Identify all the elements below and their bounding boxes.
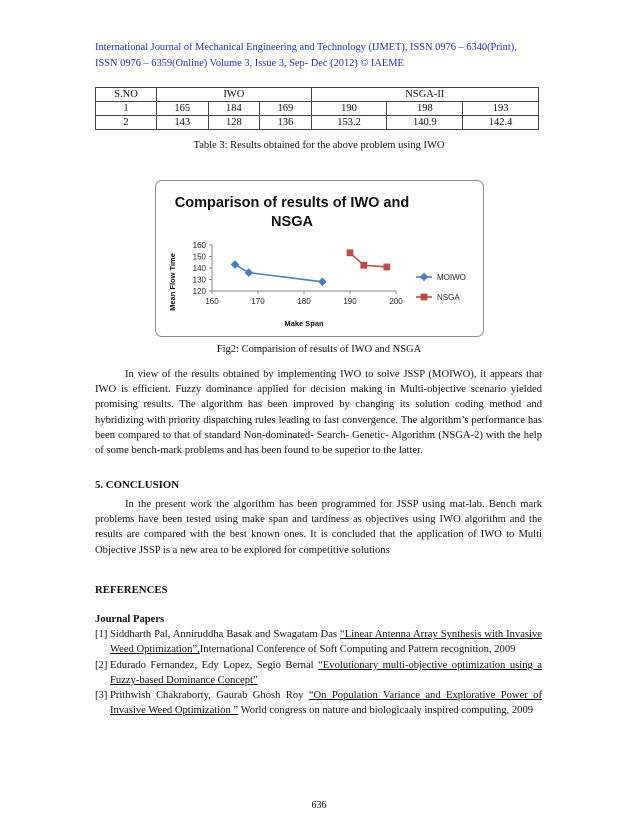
table-cell: 2	[96, 116, 157, 130]
chart-title-line-1: Comparison of results of IWO and	[174, 195, 410, 211]
moiwo-data-point	[231, 261, 238, 268]
table-header-cell: S.NO	[96, 88, 157, 102]
legend-label: NSGA	[437, 293, 460, 302]
x-tick-label: 170	[251, 297, 265, 306]
page-number: 636	[311, 800, 327, 811]
nsga-series-line	[350, 253, 387, 267]
table-cell: 190	[311, 102, 387, 116]
journal-header	[95, 40, 545, 72]
references-heading: REFERENCES	[95, 584, 168, 596]
reference-authors: Siddharth Pal, Anniruddha Basak and Swagatam Das	[110, 629, 341, 641]
conclusion-heading: 5. CONCLUSION	[95, 479, 179, 491]
table-cell: 140.9	[387, 116, 463, 130]
nsga-data-point	[383, 264, 390, 271]
header-line-2: ISSN 0976 – 6359(Online) Volume 3, Issue 3, Sep- Dec (2012) © IAEME	[95, 58, 404, 69]
legend-label: MOIWO	[437, 273, 466, 282]
reference-venue: International Conference of Soft Computing and Pattern recognition, 2009	[199, 644, 516, 656]
table-row	[96, 102, 539, 116]
reference-number: [1]	[95, 629, 108, 641]
x-tick-label: 190	[343, 297, 357, 306]
reference-number: [2]	[95, 659, 108, 671]
chart-title-line-2: NSGA	[271, 214, 313, 230]
y-tick-label: 120	[192, 287, 206, 296]
table-cell: 153.2	[311, 116, 387, 130]
results-table	[95, 87, 539, 130]
reference-item	[95, 688, 542, 718]
table-cell: 142.4	[463, 116, 539, 130]
x-tick-label: 180	[297, 297, 311, 306]
table-cell: 143	[157, 116, 209, 130]
y-axis-label: Mean Flow Time	[168, 253, 177, 311]
legend-marker	[420, 273, 427, 280]
x-tick-label: 160	[205, 297, 219, 306]
reference-title-link[interactable]: “Evolutionary multi-objective optimization using a Fuzzy-based Dominance Concept”	[110, 659, 542, 686]
reference-title-link[interactable]: “Linear Antenna Array Synthesis with Invasive Weed Optimization”,	[110, 629, 542, 656]
table-header-row	[96, 88, 539, 102]
results-paragraph: In view of the results obtained by implementing IWO to solve JSSP (MOIWO), it appears that IWO is efficient. Fuzzy dominance applied for decision making in Multi-objective scenario yielded promising results. The algorithm has been improved by changing its solution coding method and hybridizing with priority dispatching rules leading to fast convergence. The algorithm’s performance has been compared to that of standard Non-dominated- Search- Genetic- Algorithm (NSGA-2) with the help of some bench-mark problems and has been found to be superior to the latter.	[95, 369, 542, 457]
reference-authors: Edurado Fernandez, Edy Lopez, Segio Bernal	[110, 659, 319, 671]
table-header-cell: NSGA-II	[311, 88, 538, 102]
table-cell: 193	[463, 102, 539, 116]
reference-item	[95, 627, 542, 657]
table-cell: 169	[260, 102, 312, 116]
reference-title-link[interactable]: “On Population Variance and Explorative Power of Invasive Weed Optimization ”	[110, 690, 542, 717]
chart-frame	[155, 180, 484, 337]
reference-venue: World congress on nature and biologicaaly inspired computing, 2009	[238, 705, 534, 717]
moiwo-data-point	[319, 278, 326, 285]
table-caption: Table 3: Results obtained for the above problem using IWO	[193, 140, 445, 151]
conclusion-paragraph: In the present work the algorithm has been programmed for JSSP using mat-lab. Bench mark problems have been tested using make span and tardiness as objectives using IWO algorithm and the results are compared with the best known ones. It is concluded that the application of IWO to Multi Objective JSSP is a new area to be explored for competitive solutions	[95, 499, 542, 556]
table-cell: 165	[157, 102, 209, 116]
table-cell: 1	[96, 102, 157, 116]
x-axis-label: Make Span	[284, 319, 324, 328]
moiwo-data-point	[245, 269, 252, 276]
journal-papers-heading: Journal Papers	[95, 614, 165, 625]
table-row	[96, 116, 539, 130]
table-cell: 136	[260, 116, 312, 130]
reference-number: [3]	[95, 690, 108, 702]
header-line-1: International Journal of Mechanical Engineering and Technology (IJMET), ISSN 0976 – 6340(Print),	[95, 42, 517, 53]
y-tick-label: 150	[192, 252, 206, 262]
legend-marker	[421, 294, 428, 301]
figure-caption: Fig2: Comparision of results of IWO and NSGA	[216, 344, 422, 355]
x-tick-label: 200	[389, 297, 403, 306]
chart	[156, 181, 483, 336]
table-cell: 198	[387, 102, 463, 116]
reference-list	[95, 612, 542, 718]
table-cell: 128	[208, 116, 260, 130]
y-tick-label: 160	[192, 241, 206, 250]
nsga-data-point	[347, 249, 354, 256]
table-cell: 184	[208, 102, 260, 116]
y-tick-label: 140	[192, 264, 206, 273]
nsga-data-point	[360, 262, 367, 269]
y-tick-label: 130	[192, 275, 206, 285]
reference-authors: Prithwish Chakraborty, Gaurab Ghosh Roy	[110, 690, 309, 702]
table-header-cell: IWO	[157, 88, 312, 102]
reference-item	[95, 658, 542, 688]
